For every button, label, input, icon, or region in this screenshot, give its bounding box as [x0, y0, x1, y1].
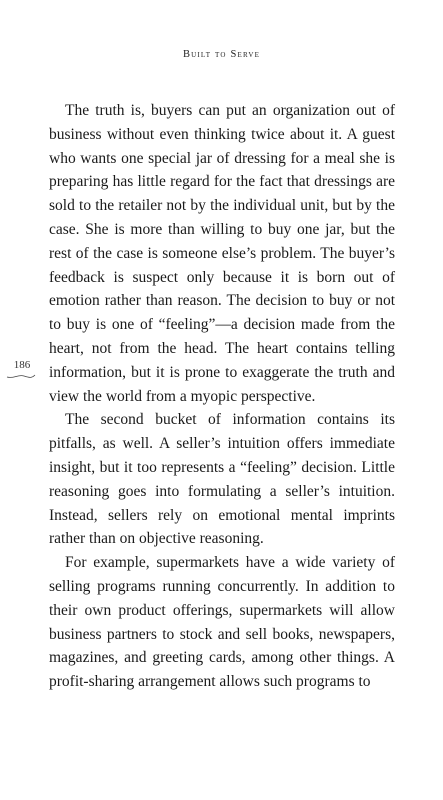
paragraph-3: For example, supermarkets have a wide variety of selling programs running concurrently. In addition to their own product offerings, supermarkets will allow business partners to stock and sell books, newspapers, magazines, and greeting cards, among other things. A profit-sharing arrangement allows such programs to [49, 554, 395, 691]
body-text [49, 99, 395, 694]
paragraph-1: The truth is, buyers can put an organization out of business without even thinking twice about it. A guest who wants one special jar of dressing for a meal she is preparing has little regard for the fact that dressings are sold to the retailer not by the individual unit, but by the case. She is more than willing to buy one jar, but the rest of the case is someone else’s problem. The buyer’s feedback is suspect only because it is born out of emotion rather than reason. The decision to buy or not to buy is one of “feeling”—a decision made from the heart, not from the head. The heart contains telling information, but it is prone to exaggerate the truth and view the world from a myopic perspective. [49, 102, 395, 405]
running-head: Built to Serve [182, 49, 261, 60]
page-number: 186 [13, 359, 31, 371]
folio-swash-ornament [6, 373, 36, 379]
paragraph-2: The second bucket of information contains its pitfalls, as well. A seller’s intuition offers immediate insight, but it too represents a “feeling” decision. Little reasoning goes into formulating a seller’s intuition. Instead, sellers rely on emotional mental imprints rather than on objective reasoning. [49, 411, 395, 548]
